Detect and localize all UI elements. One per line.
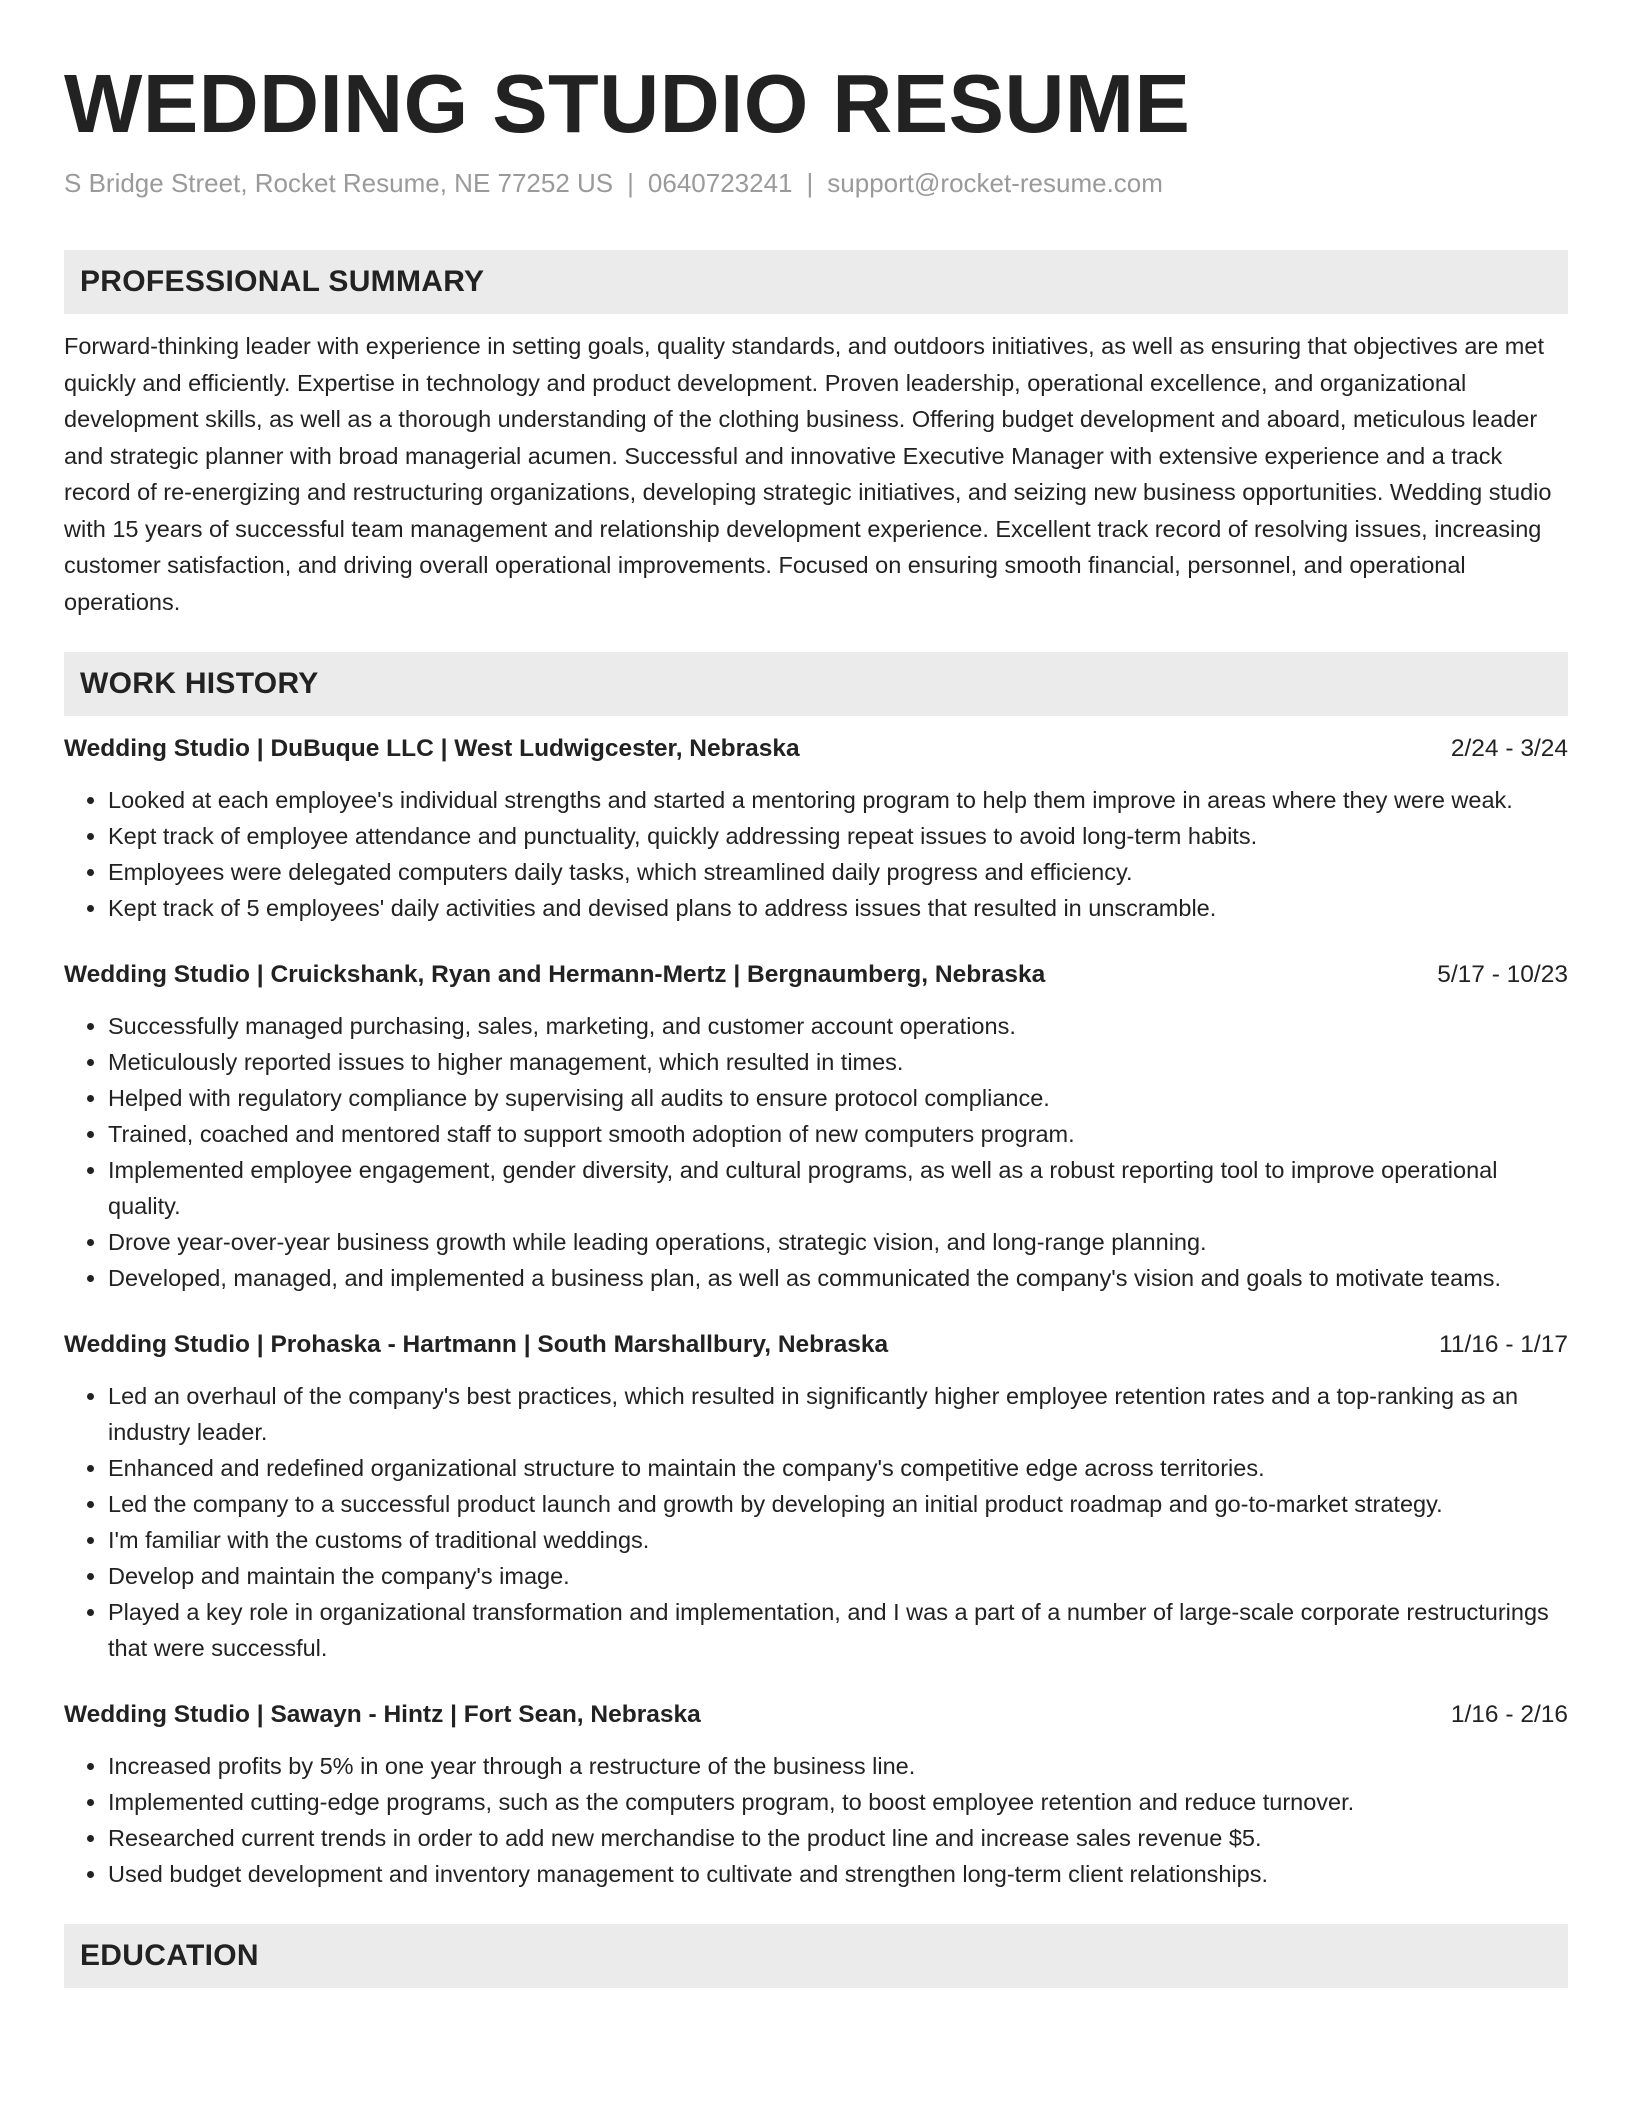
job-bullet: • Drove year-over-year business growth while leading operations, strategic vision, and long-range planning.: [108, 1224, 1568, 1260]
job-title: Wedding Studio | DuBuque LLC | West Ludwigcester, Nebraska: [64, 735, 800, 762]
job-entry: [64, 1328, 1568, 1666]
job-title: Wedding Studio | Sawayn - Hintz | Fort Sean, Nebraska: [64, 1701, 701, 1728]
job-bullet: • Meticulously reported issues to higher management, which resulted in times.: [108, 1044, 1568, 1080]
section-heading-education: EDUCATION: [64, 1924, 1568, 1988]
job-entry: [64, 732, 1568, 926]
job-bullet: • Developed, managed, and implemented a business plan, as well as communicated the company's vision and goals to motivate teams.: [108, 1260, 1568, 1296]
job-bullet: • Kept track of 5 employees' daily activities and devised plans to address issues that resulted in unscramble.: [108, 890, 1568, 926]
job-bullet: • Trained, coached and mentored staff to support smooth adoption of new computers program.: [108, 1116, 1568, 1152]
contact-email: support@rocket-resume.com: [827, 168, 1163, 198]
job-title: Wedding Studio | Cruickshank, Ryan and Hermann-Mertz | Bergnaumberg, Nebraska: [64, 961, 1046, 988]
job-dates: 2/24 - 3/24: [1450, 735, 1568, 762]
job-dates: 5/17 - 10/23: [1437, 961, 1568, 988]
job-bullet: • I'm familiar with the customs of traditional weddings.: [108, 1522, 1568, 1558]
job-bullet: • Led the company to a successful product launch and growth by developing an initial product roadmap and go-to-market strategy.: [108, 1486, 1568, 1522]
job-header: [64, 1698, 1568, 1732]
job-bullet: • Successfully managed purchasing, sales, marketing, and customer account operations.: [108, 1008, 1568, 1044]
job-bullet: • Helped with regulatory compliance by supervising all audits to ensure protocol compliance.: [108, 1080, 1568, 1116]
job-bullet: • Led an overhaul of the company's best practices, which resulted in significantly higher employee retention rates and a top-ranking as an industry leader.: [108, 1378, 1568, 1450]
resume-page: [64, 56, 1568, 1988]
job-dates: 1/16 - 2/16: [1450, 1701, 1568, 1728]
job-bullets: [64, 1008, 1568, 1296]
section-heading-work-history: WORK HISTORY: [64, 652, 1568, 716]
job-header: [64, 732, 1568, 766]
contact-phone: 0640723241: [647, 168, 793, 198]
job-bullets: [64, 1748, 1568, 1892]
job-header: [64, 1328, 1568, 1362]
work-history-list: [64, 732, 1568, 1892]
job-bullet: • Implemented employee engagement, gender diversity, and cultural programs, as well as a robust reporting tool to improve operational quality.: [108, 1152, 1568, 1224]
job-bullets: [64, 782, 1568, 926]
job-bullet: • Used budget development and inventory management to cultivate and strengthen long-term client relationships.: [108, 1856, 1568, 1892]
job-entry: [64, 958, 1568, 1296]
job-bullet: • Employees were delegated computers daily tasks, which streamlined daily progress and efficiency.: [108, 854, 1568, 890]
contact-separator: |: [806, 168, 814, 198]
job-bullet: • Implemented cutting-edge programs, such as the computers program, to boost employee retention and reduce turnover.: [108, 1784, 1568, 1820]
job-bullet: • Played a key role in organizational transformation and implementation, and I was a part of a number of large-scale corporate restructurings that were successful.: [108, 1594, 1568, 1666]
job-title: Wedding Studio | Prohaska - Hartmann | South Marshallbury, Nebraska: [64, 1331, 889, 1358]
job-header: [64, 958, 1568, 992]
section-heading-professional-summary: PROFESSIONAL SUMMARY: [64, 250, 1568, 314]
professional-summary-text: Forward-thinking leader with experience in setting goals, quality standards, and outdoors initiatives, as well as ensuring that objectives are met quickly and efficiently. Expertise in technology and product development. Proven leadership, operational excellence, and organizational development skills, as well as a thorough understanding of the clothing business. Offering budget development and aboard, meticulous leader and strategic planner with broad managerial acumen. Successful and innovative Executive Manager with extensive experience and a track record of re-energizing and restructuring organizations, developing strategic initiatives, and seizing new business opportunities. Wedding studio with 15 years of successful team management and relationship development experience. Excellent track record of resolving issues, increasing customer satisfaction, and driving overall operational improvements. Focused on ensuring smooth financial, personnel, and operational operations.: [64, 333, 1552, 615]
resume-title: WEDDING STUDIO RESUME: [64, 57, 1191, 150]
job-bullet: • Researched current trends in order to add new merchandise to the product line and increase sales revenue $5.: [108, 1820, 1568, 1856]
job-bullets: [64, 1378, 1568, 1666]
contact-separator: |: [627, 168, 634, 198]
job-bullet: • Enhanced and redefined organizational structure to maintain the company's competitive edge across territories.: [108, 1450, 1568, 1486]
job-dates: 11/16 - 1/17: [1439, 1331, 1568, 1358]
job-bullet: • Increased profits by 5% in one year through a restructure of the business line.: [108, 1748, 1568, 1784]
job-bullet: • Looked at each employee's individual strengths and started a mentoring program to help them improve in areas where they were weak.: [108, 782, 1568, 818]
contact-address: S Bridge Street, Rocket Resume, NE 77252 US: [64, 168, 614, 198]
job-entry: [64, 1698, 1568, 1892]
job-bullet: • Develop and maintain the company's image.: [108, 1558, 1568, 1594]
contact-line: [64, 166, 1568, 200]
job-bullet: • Kept track of employee attendance and punctuality, quickly addressing repeat issues to avoid long-term habits.: [108, 818, 1568, 854]
